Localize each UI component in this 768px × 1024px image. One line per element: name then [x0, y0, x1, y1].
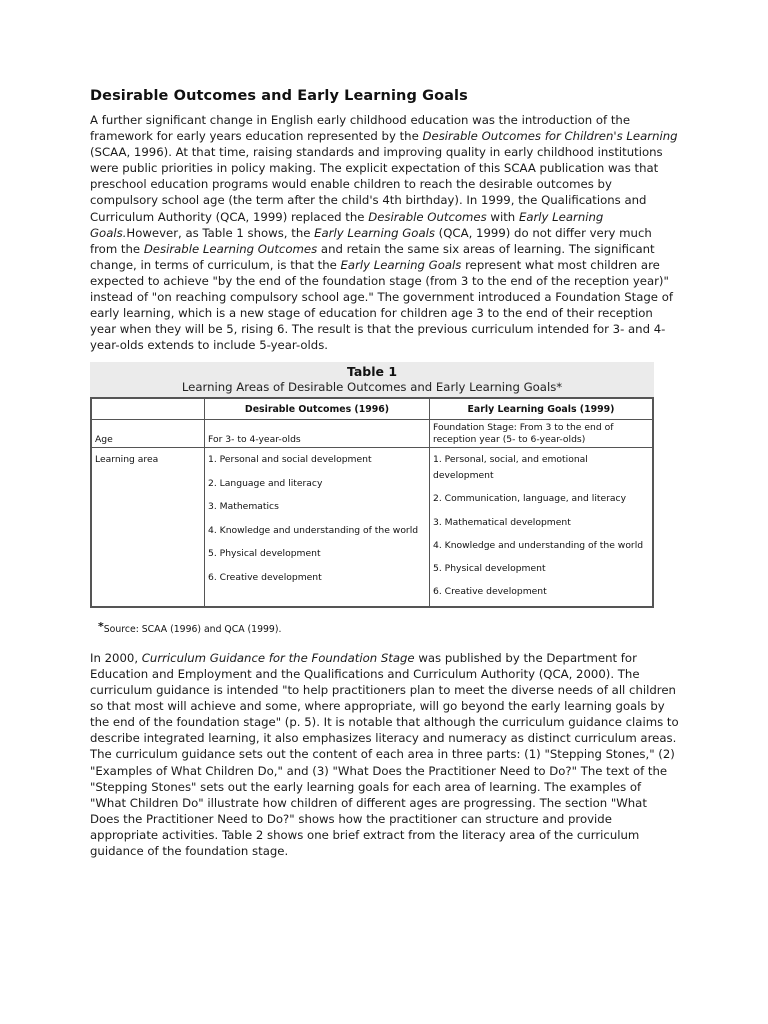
age-early-learning-goals: Foundation Stage: From 3 to the end of reception year (5- to 6-year-olds) — [430, 420, 654, 448]
list-item: 4. Knowledge and understanding of the world — [433, 539, 644, 551]
italic-title: Desirable Outcomes — [368, 209, 487, 224]
list-item: 3. Mathematics — [208, 501, 279, 513]
list-item: 5. Physical development — [208, 548, 321, 560]
table-number: Table 1 — [346, 364, 398, 380]
list-item: 5. Physical development — [433, 563, 546, 575]
italic-title: Early Learning Goals — [314, 225, 435, 240]
italic-title: Desirable Outcomes for Children's Learning — [422, 129, 678, 144]
footnote-text: Source: SCAA (1996) and QCA (1999). — [103, 623, 282, 635]
list-item: 6. Creative development — [208, 571, 322, 583]
list-item: 1. Personal and social development — [208, 454, 372, 466]
section-heading: Desirable Outcomes and Early Learning Goals — [90, 88, 468, 104]
italic-title: Early Learning Goals. — [90, 209, 604, 240]
text-run: was published by the Department for Education and Employment and the Qualifications and Curriculum Authority (QCA, 2000). The curriculum guidance is intended "to help practitioners plan to meet the diverse needs of all children so that most will achieve and some, where appropriate, will go beyond the early learning goals by the end of the foundation stage" (p. 5). It is notable that although the curriculum guidance claims to describe integrated learning, it also emphasizes literacy and numeracy as distinct curriculum areas. The curriculum guidance sets out the content of each area in three parts: (1) "Stepping Stones," (2) "Examples of What Children Do," and (3) "What Does the Practitioner Need to Do?" The text of the "Stepping Stones" sets out the early learning goals for each area of learning. The examples of "What Children Do" illustrate how children of different ages are progressing. The section "What Does the Practitioner Need to Do?" shows how the practitioner can structure and provide appropriate activities. Table 2 shows one brief extract from the literacy area of the curriculum guidance of the foundation stage. — [90, 650, 679, 859]
list-item: 2. Communication, language, and literacy — [433, 493, 627, 505]
list-item: 3. Mathematical development — [433, 516, 571, 528]
list-item: 1. Personal, social, and emotional development — [433, 454, 588, 481]
header-early-learning-goals: Early Learning Goals (1999) — [430, 398, 654, 420]
header-desirable-outcomes: Desirable Outcomes (1996) — [205, 398, 430, 420]
learning-areas-table — [90, 397, 654, 607]
row-label-learning-area: Learning area — [91, 448, 205, 607]
table-row-age — [91, 420, 653, 448]
text-run: In 2000, — [90, 650, 142, 665]
row-label-age: Age — [91, 420, 205, 448]
table-1 — [90, 362, 654, 607]
list-item: 4. Knowledge and understanding of the world — [208, 524, 419, 536]
italic-title: Early Learning Goals — [340, 257, 462, 272]
text-run: (QCA, 1999) do not differ very much from the — [90, 225, 652, 256]
header-empty-cell — [91, 398, 205, 420]
table-header-row — [91, 398, 653, 420]
italic-title: Curriculum Guidance for the Foundation Stage — [141, 650, 415, 665]
text-run: However, as Table 1 shows, the — [126, 225, 315, 240]
text-run: (SCAA, 1996). At that time, raising standards and improving quality in early childhood institutions were public priorities in policy making. The explicit expectation of this SCAA publication was that preschool education programs would enable children to reach the desirable outcomes by compulsory school age (the term after the child's 4th birthday). In 1999, the Qualifications and Curriculum Authority (QCA, 1999) replaced the — [90, 145, 663, 224]
age-desirable-outcomes: For 3- to 4-year-olds — [205, 420, 430, 448]
document-page — [90, 88, 680, 859]
text-run: represent what most children are expected to achieve "by the end of the foundation stage (from 3 to the end of the reception year)" instead of "on reaching compulsory school age." The government introduced a Foundation Stage of early learning, which is a new stage of education for children age 3 to the end of their reception year when they will be 5, rising 6. The result is that the previous curriculum intended for 3- and 4-year-olds extends to include 5-year-olds. — [90, 257, 673, 353]
table-row-learning-area — [91, 448, 653, 607]
list-item: 2. Language and literacy — [208, 477, 323, 489]
text-run: A further significant change in English early childhood education was the introduction of the framework for early years education represented by the — [90, 113, 631, 144]
table-caption — [90, 364, 654, 395]
early-learning-goals-list — [430, 448, 654, 607]
paragraph-2 — [90, 650, 680, 859]
paragraph-1 — [90, 112, 680, 353]
table-subtitle: Learning Areas of Desirable Outcomes and Early Learning Goals* — [181, 380, 563, 395]
footnote-marker: * — [98, 619, 104, 633]
text-run: and retain the same six areas of learning. The significant change, in terms of curriculum, is that the — [90, 241, 655, 272]
list-item: 6. Creative development — [433, 586, 547, 598]
italic-title: Desirable Learning Outcomes — [143, 241, 318, 256]
text-run: with — [486, 209, 519, 224]
table-source-note — [98, 620, 680, 635]
desirable-outcomes-list — [205, 448, 430, 607]
